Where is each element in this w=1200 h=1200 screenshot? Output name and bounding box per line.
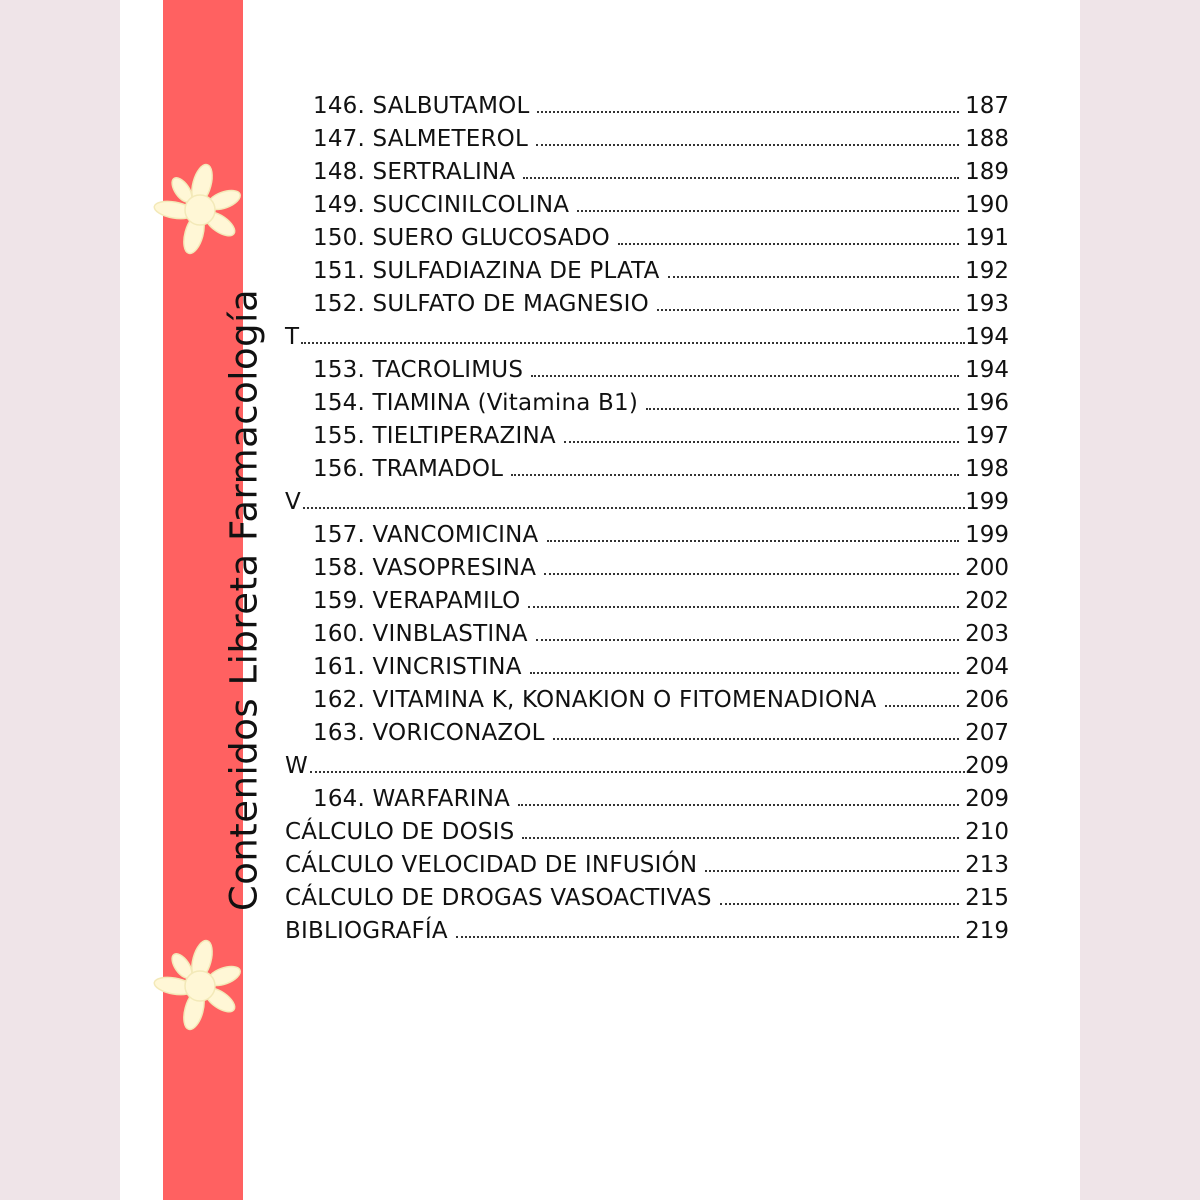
toc-entry[interactable] bbox=[285, 220, 1009, 253]
dot-leader bbox=[705, 870, 959, 872]
toc-entry-label: 160. VINBLASTINA bbox=[313, 621, 528, 647]
dot-leader bbox=[720, 903, 959, 905]
toc-entry[interactable] bbox=[285, 847, 1009, 880]
dot-leader bbox=[536, 639, 959, 641]
toc-entry-page-number: 209 bbox=[965, 753, 1009, 779]
toc-entry-label: 157. VANCOMICINA bbox=[313, 522, 539, 548]
dot-leader bbox=[646, 408, 959, 410]
dot-leader bbox=[530, 672, 959, 674]
toc-entry[interactable] bbox=[285, 385, 1009, 418]
dot-leader bbox=[553, 738, 959, 740]
document-page bbox=[120, 0, 1080, 1200]
toc-entry-page-number: 191 bbox=[965, 225, 1009, 251]
toc-entry-page-number: 189 bbox=[965, 159, 1009, 185]
table-of-contents bbox=[285, 88, 1009, 946]
dot-leader bbox=[531, 375, 959, 377]
toc-entry-page-number: 196 bbox=[965, 390, 1009, 416]
toc-entry[interactable] bbox=[285, 88, 1009, 121]
toc-entry-page-number: 204 bbox=[965, 654, 1009, 680]
toc-entry-label: V bbox=[285, 489, 301, 515]
toc-entry-page-number: 213 bbox=[965, 852, 1009, 878]
toc-entry[interactable] bbox=[285, 649, 1009, 682]
toc-entry-page-number: 190 bbox=[965, 192, 1009, 218]
toc-entry[interactable] bbox=[285, 154, 1009, 187]
sidebar-title: Contenidos Libreta Farmacología bbox=[222, 288, 266, 912]
toc-entry[interactable] bbox=[285, 253, 1009, 286]
toc-entry-page-number: 215 bbox=[965, 885, 1009, 911]
toc-entry[interactable] bbox=[285, 913, 1009, 946]
toc-entry-label: 149. SUCCINILCOLINA bbox=[313, 192, 570, 218]
dot-leader bbox=[564, 441, 959, 443]
toc-entry-label: 152. SULFATO DE MAGNESIO bbox=[313, 291, 649, 317]
toc-entry-page-number: 203 bbox=[965, 621, 1009, 647]
dot-leader bbox=[536, 144, 959, 146]
toc-entry[interactable] bbox=[285, 583, 1009, 616]
toc-entry-page-number: 197 bbox=[965, 423, 1009, 449]
toc-entry-page-number: 210 bbox=[965, 819, 1009, 845]
toc-entry-label: 162. VITAMINA K, KONAKION O FITOMENADIONA bbox=[313, 687, 877, 713]
toc-entry-label: 148. SERTRALINA bbox=[313, 159, 516, 185]
toc-entry-label: CÁLCULO DE DOSIS bbox=[285, 819, 515, 845]
dot-leader bbox=[310, 771, 965, 773]
toc-entry-label: 156. TRAMADOL bbox=[313, 456, 504, 482]
toc-entry[interactable] bbox=[285, 418, 1009, 451]
toc-entry[interactable] bbox=[285, 121, 1009, 154]
dot-leader bbox=[544, 573, 959, 575]
dot-leader bbox=[456, 936, 959, 938]
dot-leader bbox=[618, 243, 959, 245]
dot-leader bbox=[301, 342, 965, 344]
toc-entry-page-number: 219 bbox=[965, 918, 1009, 944]
toc-entry-page-number: 199 bbox=[965, 489, 1009, 515]
toc-entry-label: 147. SALMETEROL bbox=[313, 126, 528, 152]
toc-entry[interactable] bbox=[285, 715, 1009, 748]
flower-icon bbox=[152, 162, 242, 262]
dot-leader bbox=[511, 474, 959, 476]
toc-entry-label: W bbox=[285, 753, 308, 779]
toc-entry[interactable] bbox=[285, 748, 1009, 781]
toc-entry-page-number: 200 bbox=[965, 555, 1009, 581]
toc-entry[interactable] bbox=[285, 352, 1009, 385]
toc-entry[interactable] bbox=[285, 880, 1009, 913]
toc-entry[interactable] bbox=[285, 451, 1009, 484]
toc-entry-label: T bbox=[285, 324, 300, 350]
toc-entry[interactable] bbox=[285, 682, 1009, 715]
toc-entry-page-number: 209 bbox=[965, 786, 1009, 812]
toc-entry-label: 163. VORICONAZOL bbox=[313, 720, 545, 746]
dot-leader bbox=[303, 507, 965, 509]
toc-entry[interactable] bbox=[285, 550, 1009, 583]
toc-entry-page-number: 206 bbox=[965, 687, 1009, 713]
toc-entry-page-number: 194 bbox=[965, 324, 1009, 350]
toc-entry-label: 155. TIELTIPERAZINA bbox=[313, 423, 556, 449]
toc-entry[interactable] bbox=[285, 187, 1009, 220]
toc-entry-page-number: 198 bbox=[965, 456, 1009, 482]
toc-entry[interactable] bbox=[285, 781, 1009, 814]
toc-entry-label: 159. VERAPAMILO bbox=[313, 588, 521, 614]
toc-entry-label: CÁLCULO DE DROGAS VASOACTIVAS bbox=[285, 885, 712, 911]
flower-icon bbox=[152, 938, 242, 1038]
toc-entry-label: 150. SUERO GLUCOSADO bbox=[313, 225, 610, 251]
toc-entry-label: 154. TIAMINA (Vitamina B1) bbox=[313, 390, 639, 416]
dot-leader bbox=[523, 177, 959, 179]
dot-leader bbox=[577, 210, 959, 212]
toc-entry-page-number: 194 bbox=[965, 357, 1009, 383]
dot-leader bbox=[657, 309, 959, 311]
dot-leader bbox=[522, 837, 959, 839]
toc-entry[interactable] bbox=[285, 517, 1009, 550]
toc-entry-label: 164. WARFARINA bbox=[313, 786, 511, 812]
toc-entry-page-number: 193 bbox=[965, 291, 1009, 317]
toc-entry-page-number: 199 bbox=[965, 522, 1009, 548]
toc-entry-label: 158. VASOPRESINA bbox=[313, 555, 537, 581]
dot-leader bbox=[885, 705, 959, 707]
toc-entry-page-number: 188 bbox=[965, 126, 1009, 152]
toc-entry-label: CÁLCULO VELOCIDAD DE INFUSIÓN bbox=[285, 852, 698, 878]
toc-entry[interactable] bbox=[285, 814, 1009, 847]
dot-leader bbox=[528, 606, 959, 608]
toc-entry[interactable] bbox=[285, 616, 1009, 649]
toc-entry-label: 161. VINCRISTINA bbox=[313, 654, 522, 680]
dot-leader bbox=[668, 276, 960, 278]
toc-entry[interactable] bbox=[285, 286, 1009, 319]
toc-entry[interactable] bbox=[285, 484, 1009, 517]
dot-leader bbox=[537, 111, 959, 113]
toc-entry-page-number: 207 bbox=[965, 720, 1009, 746]
toc-entry-page-number: 202 bbox=[965, 588, 1009, 614]
toc-entry-page-number: 192 bbox=[965, 258, 1009, 284]
toc-entry-page-number: 187 bbox=[965, 93, 1009, 119]
toc-entry-label: BIBLIOGRAFÍA bbox=[285, 918, 448, 944]
toc-entry-label: 151. SULFADIAZINA DE PLATA bbox=[313, 258, 660, 284]
toc-entry-label: 146. SALBUTAMOL bbox=[313, 93, 530, 119]
dot-leader bbox=[518, 804, 959, 806]
toc-entry-label: 153. TACROLIMUS bbox=[313, 357, 524, 383]
dot-leader bbox=[547, 540, 960, 542]
toc-entry[interactable] bbox=[285, 319, 1009, 352]
